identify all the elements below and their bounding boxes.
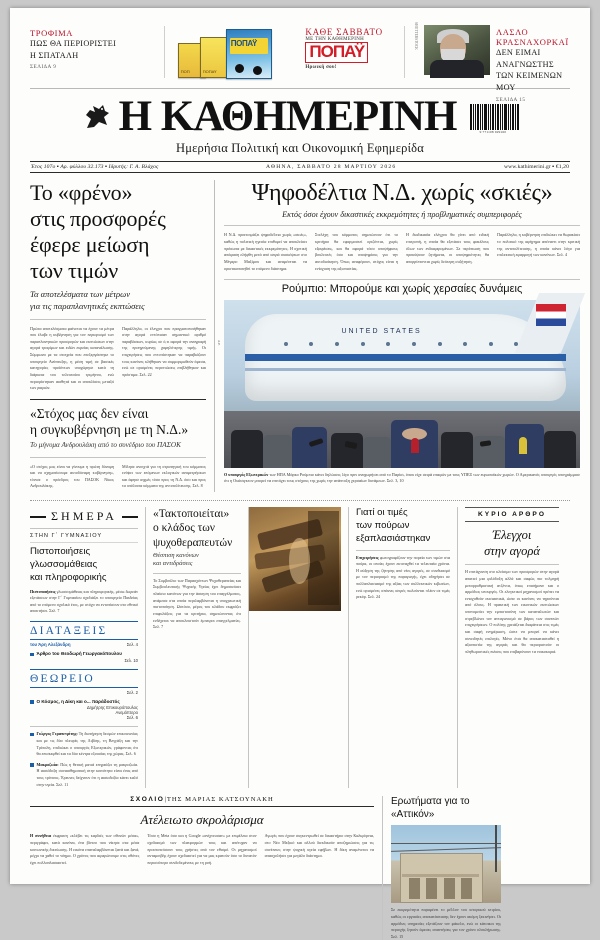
- center-body-col-3: Η διαδικασία ελέγχου θα γίνει από ειδική επιτροπή, η οποία θα εξετάσει τους φακέλους όλων των ενδιαφερομένων. Σε περίπτωση που προκύψουν ζητήματα, οι υποψηφιότητες θα απορρίπτονται χωρίς δεύτερη συζήτηση.: [406, 232, 489, 264]
- dateline-date: ΑΘΗΝΑ, ΣΑΒΒΑΤΟ 28 ΜΑΡΤΙΟΥ 2026: [266, 164, 397, 170]
- top-promo-strip: [30, 22, 570, 103]
- today-body-lead: Πιστοποιήσεις: [30, 588, 56, 594]
- commentary-section: [30, 796, 570, 940]
- promo-food-page: ΣΕΛΙΔΑ 9: [30, 64, 57, 71]
- today-title: ΣΗΜΕΡΑ: [51, 509, 117, 524]
- therapists-dek: Θέσπιση κανόνων και αντιδράσεις: [153, 552, 199, 568]
- promo-saturday[interactable]: [305, 22, 395, 84]
- pasok-dek: Το μήνυμα Ανδρουλάκη από το συνέδριο του ΠΑΣΟΚ: [30, 441, 181, 450]
- comic-book-main: [226, 29, 272, 79]
- popay-logo-text: ΠΟΠΑΫ: [309, 42, 365, 61]
- main-photo: [224, 300, 580, 468]
- section-theoreio-title[interactable]: ΘΕΩΡΕΙΟ: [30, 672, 95, 685]
- cigars-body-lead: Επιχειρήσεις: [356, 554, 379, 560]
- promo-interview-line1: ΔΕΝ ΕΙΜΑΙ ΑΝΑΓΝΩΣΤΗΣ: [496, 48, 554, 69]
- center-rule: [224, 225, 580, 226]
- center-body-col-1: Η Ν.Δ. προετοιμάζει ψηφοδέλτια χωρίς «σκιές», καθώς η πολιτική ηγεσία επιθυμεί να αποκλείσει πρόσωπα με δικαστικές εκκρεμότητες. Η σχετική απόφαση ελήφθη μετά από σειρά συσκέψεων στο Μέγαρο Μαξίμου και αναμένεται να οριστικοποιηθεί το επόμενο διάστημα.: [224, 232, 307, 271]
- editorial-column: [458, 507, 559, 788]
- editorial-headline[interactable]: Έλεγχοι στην αγορά: [484, 528, 540, 558]
- bullet-square-icon: [30, 653, 34, 657]
- center-lead-column: [215, 180, 580, 492]
- masthead-title: Η ΚΑΘΗΜΕΡΙΝΗ: [118, 93, 457, 140]
- therapists-headline[interactable]: «Τακτοποιείται» ο κλάδος των ψυχοθεραπευτών: [153, 508, 233, 549]
- lead-body-para-1: Πρώτα αποτελέσματα φαίνεται να έχουν τα μέτρα που έλαβε η κυβέρνηση για τον περιορισμό των παραπλανητικών προσφορών και εκπτώσεων στην αγορά τροφίμων και ειδών ευρείας κατανάλωσης. Σύμφωνα με τα στοιχεία που επεξεργάστηκε το υπουργείο Ανάπτυξης, η μέση τιμή σε βασικές κατηγορίες προϊόντων υποχώρησε κατά τη διάρκεια του τελευταίου τριμήνου, ενώ περιορίστηκαν αισθητά και οι αποκλίσεις μεταξύ των ραφιών.: [30, 325, 114, 391]
- section-theoreio-page: Σελ. 2: [126, 689, 138, 695]
- brief-1-text: Τη διατήρηση δεσμών επικοινωνίας και με τις δύο πλευρές της Λιβύης, τη Βεγγάζη και την Τρίπολη, επιδιώκει ο υπουργός Εξωτερικών, γράφοντας ότι θα επισκεφθεί και τα δύο κέντρα εξουσίας της χώρας. Σελ. 6: [36, 731, 138, 757]
- promo-interview-kicker: ΛΑΣΛΟ ΚΡΑΣΝΑΧΟΡΚΑΪ: [496, 27, 569, 47]
- promo-food[interactable]: [30, 22, 155, 84]
- photo-caption: [224, 472, 580, 485]
- comic-ball-left: [235, 64, 244, 73]
- promo-interview-line2: ΤΩΝ ΚΕΙΜΕΝΩΝ ΜΟΥ: [496, 71, 563, 92]
- promo-interview-page: ΣΕΛΙΔΑ 15: [496, 96, 526, 103]
- promo-food-kicker: ΤΡΟΦΙΜΑ: [30, 28, 73, 38]
- today-body-text: γλωσσομάθειας και πληροφορικής, μέσω δωρεάν εξετάσεων στην Γ΄ Γυμνασίου σχεδιάζει το υπουργείο Παιδείας από το επόμενο σχολικό έτος, με στόχο να εντοπίσουν στο εθνικό αποκτήσει. Σελ. 7: [30, 588, 138, 614]
- pasok-body-para-2: Μίλησε ανοιχτά για τη στρατηγική του κόμματος ενόψει των επόμενων εκλογικών αναμετρήσεων και άφησε αιχμές τόσο προς τη Ν.Δ. όσο και προς τα υπόλοιπα κόμματα της αντιπολίτευσης. Σελ. 8: [122, 463, 206, 489]
- newspaper-page: [10, 8, 590, 939]
- theoreio-item-sub: Ανεμόπτερο: [115, 710, 138, 716]
- pasok-headline[interactable]: «Στόχος μας δεν είναι η συγκυβέρνηση με τη Ν.Δ.»: [30, 405, 189, 437]
- airplane-stripe: [245, 354, 565, 361]
- bullet-square-icon: [30, 763, 34, 767]
- photo-headline[interactable]: Ρούμπιο: Μπορούμε και χωρίς χερσαίες δυνάμεις: [281, 283, 523, 296]
- cigars-column: [349, 507, 458, 788]
- today-title-rule: [30, 509, 138, 524]
- commentary-label-row: ΣΧΟΛΙΟ|ΤΗΣ ΜΑΡΙΑΣ ΚΑΤΣΟΥΝΑΚΗ: [130, 796, 274, 804]
- pasok-rule: [30, 457, 206, 458]
- promo-food-line2: Η ΣΠΑΤΑΛΗ: [30, 50, 79, 60]
- theoreio-item-text: Ο Κόσμος, η Δίκη και ο... παράδοστός: [36, 698, 120, 704]
- therapists-body: Το Συμβούλιο των Παρασχόντων Ψυχοθεραπείας και Συμβουλευτικής Ψυχικής Υγείας έχει δημοσιεύσει πλαίσιο κανόνων για την άσκηση του επαγγέλματος, ανάμεσα στα οποία περιλαμβάνεται η υποχρεωτική πιστοποίηση. Ωστόσο, μέρος του κλάδου εκφράζει επιφυλάξεις για τα κριτήρια, σημειώνοντας ότι ενδέχεται να αποκλειστούν έμπειροι επαγγελματίες. Σελ. 7: [153, 577, 241, 630]
- editorial-label-box: [465, 507, 559, 522]
- cigars-photo: [249, 507, 341, 611]
- brief-1-title: Γιώργος Γεραπετρίτης:: [36, 731, 78, 737]
- section-diataxeis-title[interactable]: ΔΙΑΤΑΞΕΙΣ: [30, 625, 108, 638]
- commentary-col-1-text: έκφραση «κλέβει τις καρδιές των οθονών μέσα», περιγράφει, κατά κανόνα, ένα βίντεο που νίκησε στα μέσα κοινωνικής δικτύωσης. Η εικόνα επαναλαμβάνεται ξανά και ξανά, μέχρι να χαθεί το νόημα. Ο χρόνος που αφιερώνουμε στις οθόνες έχει πολλαπλασιαστεί.: [30, 833, 140, 865]
- author-portrait-photo: [424, 25, 490, 75]
- diataxeis-item-text: Άρθρο του Θεοδωρή Γεωργακόπουλου: [36, 651, 122, 657]
- griffin-logo-icon: [81, 101, 111, 133]
- promo-saturday-line1: ΚΑΘΕ ΣΑΒΒΑΤΟ: [305, 27, 383, 37]
- promo-saturday-tag: Ηρωική σου!: [305, 65, 337, 70]
- promo-comics[interactable]: [174, 22, 306, 84]
- attic-column: [383, 796, 501, 940]
- attic-body: Σε εκκρεμότητα παραμένει το μέλλον του ιστορικού κτιρίου, καθώς οι εργασίες αποκατάστασης δεν έχουν ακόμη ξεκινήσει. Οι αρμόδιες υπηρεσίες εξετάζουν τον φάκελο, ενώ οι κάτοικοι της περιοχής ζητούν άμεσες απαντήσεις για τον χρόνο ολοκλήρωσης. Σελ. 15: [391, 907, 501, 939]
- therapists-column: [146, 507, 249, 788]
- left-lead-column: [30, 180, 215, 492]
- center-dek: Εκτός όσοι έχουν δικαστικές εκκρεμότητες ή προβληματικές συμπεριφορές: [282, 210, 522, 220]
- bullet-square-icon: [30, 733, 34, 737]
- cigars-body: [356, 555, 450, 601]
- cigars-body-text: φωτογραφίζουν την πορεία των τιμών στα πούρα, οι οποίες έχουν εκτιναχθεί τα τελευταία χρόνια. Η αύξηση της ζήτησης από νέες αγορές, σε συνδυασμό με τον περιορισμό της παραγωγής, έχει οδηγήσει σε πολλαπλασιασμό της αξίας των συλλεκτικών κιβωτίων, ενώ ορισμένες σπάνιες σειρές πωλούνται πλέον σε τιμές ρεκόρ. Σελ. 24: [356, 554, 450, 600]
- commentary-col-3: Αγωγές που έχουν συγκεντρωθεί σε δικαστήριο στην Καλιφόρνια, στο Νέο Μεξικό και αλλού διεκδικούν αποζημιώσεις για τις συνέπειες στην ψυχική υγεία εφήβων. Η δίκη αναμένεται να απασχολήσει για μεγάλο διάστημα.: [264, 833, 374, 859]
- editorial-label: ΚΥΡΙΟ ΑΡΘΡΟ: [478, 511, 546, 519]
- promo-saturday-line2: ΜΕ ΤΗΝ ΚΑΘΗΜΕΡΙΝΗ: [305, 37, 365, 42]
- pasok-body-para-1: «Ο στόχος μας είναι να γίνουμε η πρώτη δύναμη και να σχηματίσουμε αυτοδύναμη κυβέρνηση», τόνισε ο πρόεδρος του ΠΑΣΟΚ Νίκος Ανδρουλάκης.: [30, 463, 114, 489]
- airplane-fuselage: [245, 314, 565, 401]
- commentary-col-1: [30, 833, 139, 866]
- center-body-col-4: Παράλληλα, η κυβέρνηση επιδιώκει να θωρακίσει το πολιτικό της αφήγημα απέναντι στην κριτική της αντιπολίτευσης, η οποία κάνει λόγο για επιλεκτική εφαρμογή των κανόνων. Σελ. 4: [497, 232, 580, 258]
- lead-sub-rule: [30, 399, 206, 400]
- masthead-subtitle: Ημερήσια Πολιτική και Οικονομική Εφημερίδα: [175, 141, 425, 155]
- photo-credit: A.P.: [217, 340, 221, 346]
- cigars-headline[interactable]: Γιατί οι τιμές των πούρων εξαπλασιάστηκαν: [356, 507, 431, 544]
- today-kicker: ΣΤΗΝ Γ΄ ΓΥΜΝΑΣΙΟΥ: [30, 533, 103, 540]
- lead-body-para-2: Παράλληλα, οι έλεγχοι που πραγματοποιήθηκαν στην αγορά εντόπισαν σημαντικό αριθμό παραβάσεων, κυρίως σε ό,τι αφορά την αναγραφή της προηγούμενης χαμηλότερης τιμής. Οι επιχειρήσεις που εντοπίστηκαν να παραβιάζουν τους κανόνες κλήθηκαν να συμμορφωθούν άμεσα, ενώ σε ορισμένες περιπτώσεις επιβλήθηκαν και πρόστιμα. Σελ. 22: [122, 325, 206, 377]
- airplane-stripe-2: [245, 368, 565, 371]
- photo-crowd: [224, 418, 580, 468]
- airplane-livery-text: UNITED STATES: [341, 327, 422, 335]
- dateline-website-price: www.kathimerini.gr ▪ €1,20: [504, 164, 569, 170]
- barcode-icon: [470, 100, 519, 130]
- cigars-photo-column: [249, 507, 349, 788]
- commentary-headline[interactable]: Ατέλειωτο σκρολάρισμα: [140, 812, 264, 828]
- attic-photo: [391, 825, 501, 903]
- section-diataxeis-page: Σελ. 4: [126, 642, 138, 648]
- main-photo-block: [217, 279, 581, 485]
- commentary-col-1-lead: Η συνήθεια: [30, 833, 52, 839]
- airplane-flag-icon: [536, 304, 566, 326]
- brief-item-1[interactable]: [30, 731, 138, 758]
- commentary-col-2: Τόσο η Meta όσο και η Google «ανίχνευσαν» με επιμέλεια στον σχεδιασμό των πλατφορμών τους και απέτυχαν να προστατεύσουν τους χρήστες από τον εθισμό. Οι μηχανισμοί ανταμοιβής έχουν σχεδιαστεί για να μας κρατούν όσο το δυνατόν περισσότερο συνδεδεμένους με τη ροή.: [147, 833, 257, 865]
- main-content: [30, 180, 581, 492]
- bottom-section: [30, 500, 570, 788]
- today-headline[interactable]: Πιστοποιήσεις γλωσσομάθειας και πληροφορικής: [30, 546, 107, 583]
- promo-divider-1: [164, 26, 165, 78]
- today-body: [30, 589, 138, 616]
- theoreio-item[interactable]: [30, 699, 138, 706]
- pasok-body: [30, 464, 206, 493]
- photo-caption-text: των ΗΠΑ Μάρκο Ρούμπιο κάνει δηλώσεις λίγο πριν αναχωρήσει από το Παρίσι, όπου είχε σειρά επαφών με τους ΥΠΕΞ των ευρωπαϊκών χωρών. Ο Αμερικανός υπουργός υπογράμμισε ότι η Ουάσιγκτον μπορεί να επιτύχει τους στόχους της χωρίς την ανάπτυξη χερσαίων δυνάμεων. Σελ. 3, 10: [224, 472, 581, 484]
- masthead: [30, 89, 570, 173]
- attic-headline[interactable]: Ερωτήματα για το «Αττικόν»: [391, 796, 470, 820]
- brief-2-title: Μακροζωία:: [36, 761, 59, 767]
- brief-2-text: Πώς η θετική ματιά επηρεάζει τη μακροζωία. Η αισιόδοξη συναισθηματική στην κοινότητα είναι ένας από τους τρόπους. Έρευνες δείχνουν ότι η αισιοδοξία κάνει καλό στην υγεία. Σελ. 11: [36, 761, 138, 787]
- section-diataxeis-byline: του Άρη Αλεξάνδρη: [30, 642, 71, 648]
- comic-label-2: ΠΟΠΑΫ: [202, 69, 217, 74]
- photo-caption-lead: Ο υπουργός Εξωτερικών: [224, 472, 269, 478]
- popay-logo: [305, 42, 368, 63]
- barcode-number: 9 771108 929160: [479, 129, 507, 134]
- comics-stack-icon: [174, 25, 304, 81]
- lead-headline[interactable]: Το «φρένο» στις προσφορές έφερε μείωση των τιμών: [30, 180, 166, 283]
- promo-interview[interactable]: [414, 22, 570, 103]
- promo-photo-credit: SHUTTERSTOCK: [414, 22, 419, 50]
- theoreio-item-page: Σελ. 6: [126, 715, 138, 721]
- comic-title: ΠΟΠΑΫ: [230, 39, 257, 48]
- dateline-bar: [30, 161, 570, 173]
- diataxeis-item-page: Σελ. 10: [124, 657, 138, 663]
- center-headline[interactable]: Ψηφοδέλτια Ν.Δ. χωρίς «σκιές»: [251, 180, 553, 206]
- dateline-issue-info: Έτος 107ο ▪ Αρ. φύλλου 32.173 ▪ Ιδρυτής: Γ. Α. Βλάχος: [31, 164, 159, 170]
- commentary-column: [30, 796, 383, 940]
- comic-ball-right: [253, 66, 262, 75]
- editorial-body: Η επιτάχυνση στο κλείσιμο των προσφορών στην αγορά απαιτεί μια φιλόδοξη αλλά και σαφώς πιο τολμηρή μεταρρυθμιστική ατζέντα, όπως επισήμανε και ο αρμόδιος υπουργός. Οι ελεγκτικοί μηχανισμοί πρέπει να ενισχυθούν ουσιαστικά, ώστε οι κανόνες να τηρούνται από όλους. Η πρακτική των εικονικών εκπτώσεων υπονομεύει την εμπιστοσύνη των καταναλωτών και στρεβλώνει τον ανταγωνισμό σε βάρος των συνεπών επιχειρήσεων. Ο πολίτης χρειάζεται διαφάνεια στις τιμές και σαφή ενημέρωση, ώστε να μπορεί να κάνει συνειδητές επιλογές. Μόνο έτσι θα αποκατασταθεί η αξιοπιστία της αγοράς και θα περιοριστούν οι πληθωριστικές πιέσεις που επιβαρύνουν τα νοικοκυριά.: [465, 569, 559, 654]
- lead-dek: Τα αποτελέσματα των μέτρων για τις παραπλανητικές εκπτώσεις: [30, 288, 145, 311]
- commentary-byline: ΤΗΣ ΜΑΡΙΑΣ ΚΑΤΣΟΥΝΑΚΗ: [166, 796, 274, 804]
- diataxeis-item[interactable]: [30, 651, 138, 658]
- lead-body: [30, 326, 206, 392]
- brief-item-2[interactable]: [30, 762, 138, 789]
- center-body-col-2: Στελέχη του κόμματος σημειώνουν ότι το κριτήριο θα εφαρμοστεί οριζόντια, χωρίς εξαιρέσεις, και θα αφορά τόσο υποψήφιους βουλευτές όσο και υποψηφίους για την αυτοδιοίκηση. Όπως αναφέρουν, στόχος είναι η ενίσχυση της αξιοπιστίας.: [315, 232, 398, 271]
- promo-divider-2: [404, 26, 405, 78]
- commentary-label: ΣΧΟΛΙΟ: [130, 796, 165, 804]
- lead-rule: [30, 319, 206, 320]
- promo-food-line1: ΠΩΣ ΘΑ ΠΕΡΙΟΡΙΣΤΕΙ: [30, 39, 117, 48]
- theoreio-item-author: Δημήτρης Επικουρόπουλος: [86, 705, 138, 711]
- bullet-square-icon: [30, 700, 34, 704]
- comic-label-1: ΠΟΠ: [180, 69, 190, 74]
- portrait-body: [430, 60, 484, 78]
- today-column: [30, 507, 146, 788]
